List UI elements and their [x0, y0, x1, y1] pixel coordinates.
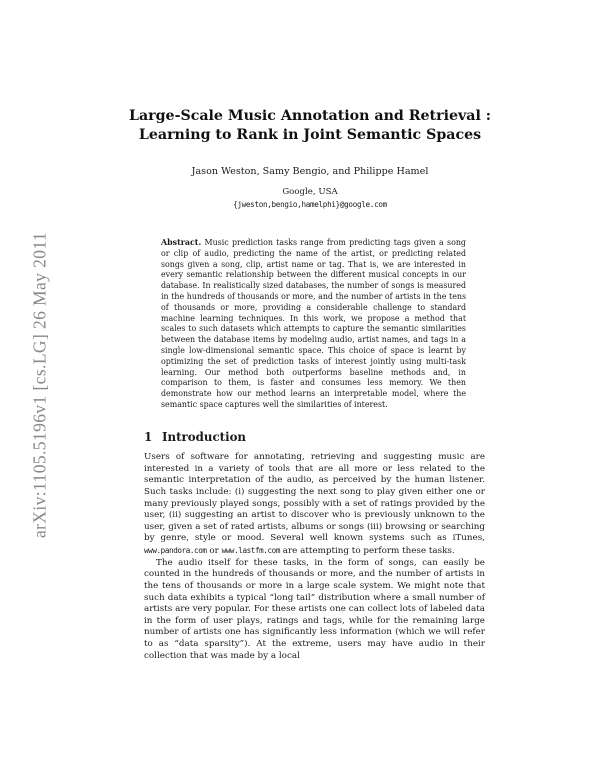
- author-list: Jason Weston, Samy Bengio, and Philippe Hamel: [191, 166, 429, 177]
- title-line-1: Large-Scale Music Annotation and Retrieval :: [128, 108, 492, 124]
- affiliation: Google, USA: [282, 187, 338, 197]
- arxiv-identifier: arXiv:1105.5196v1 [cs.LG] 26 May 2011: [29, 231, 50, 539]
- pandora-url: www.pandora.com: [144, 546, 207, 555]
- section-title: Introduction: [162, 430, 247, 444]
- arxiv-stamp: [30, 190, 50, 580]
- paragraph-1-text-b: or: [206, 546, 222, 556]
- abstract-text: Music prediction tasks range from predicting tags given a song or clip of audio, predicting the name of the artist, or predicting related songs given a song, clip, artist name or tag. That is, we are interested in every semantic relationship between the different musical concepts in our database. In realistically sized databases, the number of songs is measured in the hundreds of thousands or more, and the number of artists in the tens of thousands or more, providing a considerable challenge to standard machine learning techniques. In this work, we propose a method that scales to such datasets which attempts to capture the semantic similarities between the database items by modeling audio, artist names, and tags in a single low-dimensional semantic space. This choice of space is learnt by optimizing the set of prediction tasks of interest jointly using multi-task learning. Our method both outperforms baseline methods and, in comparison to them, is faster and consumes less memory. We then demonstrate how our method learns an interpretable model, where the semantic space captures well the similarities of interest.: [161, 238, 466, 409]
- section-heading: [144, 430, 246, 444]
- author-emails: {jweston,bengio,hamelphi}@google.com: [233, 199, 387, 209]
- paragraph-1: [144, 452, 485, 558]
- lastfm-url: www.lastfm.com: [221, 546, 280, 555]
- section-number: 1: [144, 430, 153, 444]
- abstract-label: Abstract.: [161, 238, 202, 247]
- affiliation-block: [120, 187, 500, 210]
- section-body: [144, 452, 485, 662]
- paragraph-1-text-c: are attempting to perform these tasks.: [280, 546, 455, 556]
- paragraph-2: The audio itself for these tasks, in the form of songs, can easily be counted in the hundreds of thousands or more, and the number of artists in the tens of thousands or more in a large scale system. We might note that such data exhibits a typical “long tail” distribution where a small number of artists are very popular. For these artists one can collect lots of labeled data in the form of user plays, ratings and tags, while for the remaining large number of artists one has significantly less information (which we will refer to as “data sparsity”). At the extreme, users may have audio in their collection that was made by a local: [144, 557, 485, 661]
- paragraph-1-text-a: Users of software for annotating, retrieving and suggesting music are interested in a variety of tools that are all more or less related to the semantic interpretation of the audio, as perceived by the human listener. Such tasks include: (i) suggesting the next song to play given either one or many previously played songs, possibly with a set of ratings provided by the user, (ii) suggesting an artist to discover who is previously unknown to the user, given a set of rated artists, albums or songs (iii) browsing or searching by genre, style or mood. Several well known systems such as iTunes,: [144, 452, 485, 544]
- paper-title: [120, 107, 500, 145]
- title-line-2: Learning to Rank in Joint Semantic Spaces: [138, 127, 482, 143]
- abstract: [161, 238, 466, 411]
